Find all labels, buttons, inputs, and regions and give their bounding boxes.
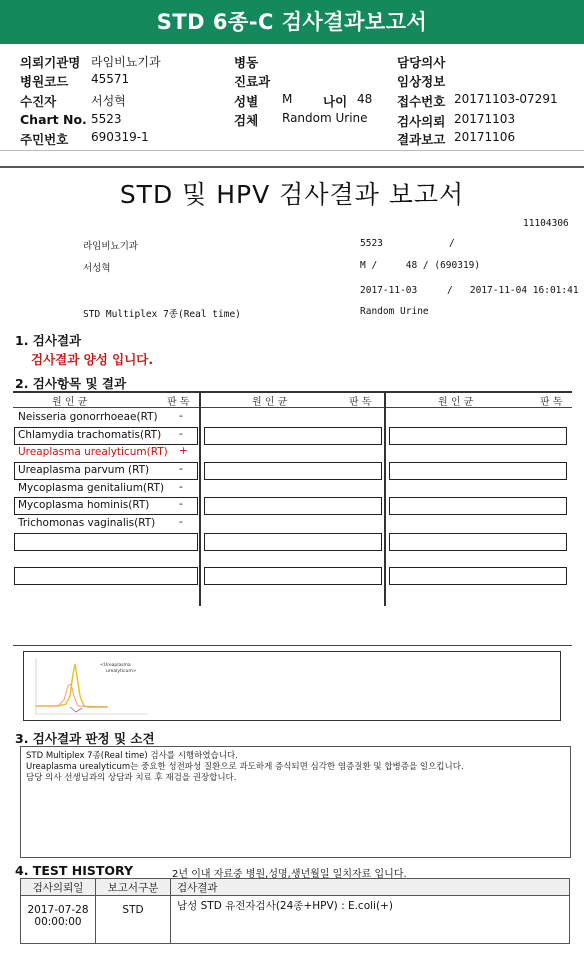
info-label-clinical: 임상정보: [397, 74, 446, 89]
result-box-empty: [389, 567, 567, 585]
result-box-empty: [389, 427, 567, 445]
column-divider: [199, 391, 201, 606]
table-header-rule: [13, 407, 572, 408]
col-header-result: 판 독: [540, 397, 563, 408]
info-label-report-date: 결과보고: [397, 132, 446, 147]
pathogen-result: -: [179, 498, 183, 510]
table-bottom-rule: [13, 645, 572, 646]
pcr-graph-frame: [23, 651, 561, 721]
info-label-resident-no: 주민번호: [20, 132, 69, 147]
report-title: STD 및 HPV 검사결과 보고서: [119, 180, 465, 209]
info-value-chart-no: 5523: [91, 112, 122, 126]
opinion-box: [20, 746, 571, 858]
section-2-title: 2. 검사항목 및 결과: [15, 376, 127, 391]
col-header-result: 판 독: [349, 397, 372, 408]
report-hospital: 라임비뇨기과: [83, 241, 139, 252]
info-value-specimen: Random Urine: [282, 111, 368, 125]
amplification-curve: [28, 654, 188, 720]
pathogen-name: Chlamydia trachomatis(RT): [18, 429, 162, 441]
opinion-line: STD Multiplex 7종(Real time) 검사를 시행하였습니다.: [26, 751, 238, 761]
info-label-request-date: 검사의뢰: [397, 114, 446, 129]
info-value-patient: 서성혁: [91, 94, 126, 108]
info-value-resident-no: 690319-1: [91, 130, 149, 144]
report-specimen: Random Urine: [360, 306, 429, 317]
pathogen-result: -: [179, 516, 183, 528]
history-date: 2017-07-28: [27, 904, 89, 916]
graph-legend-line2: urealyticum>: [106, 669, 137, 674]
col-header-pathogen: 원 인 균: [52, 397, 88, 408]
info-label-patient: 수진자: [20, 94, 57, 109]
result-box-empty: [204, 567, 382, 585]
table-row: [21, 896, 570, 944]
pathogen-name-positive: Ureaplasma urealyticum(RT): [18, 446, 168, 458]
opinion-line: 담당 의사 선생님과의 상담과 치료 후 재검을 권장합니다.: [26, 773, 237, 783]
result-box-empty: [389, 497, 567, 515]
history-col-result: 검사결과: [171, 879, 570, 896]
section-4-title: 4. TEST HISTORY: [15, 863, 134, 878]
opinion-text: [26, 751, 464, 784]
info-label-chart-no: Chart No.: [20, 112, 87, 127]
result-box-empty: [389, 533, 567, 551]
info-label-age: 나이: [323, 94, 348, 109]
col-header-pathogen: 원 인 균: [438, 397, 474, 408]
info-label-department: 진료과: [234, 74, 271, 89]
history-col-type: 보고서구분: [96, 879, 171, 896]
report-chart-slash: /: [449, 238, 455, 249]
info-value-sex: M: [282, 92, 293, 106]
pathogen-result: -: [179, 428, 183, 440]
col-header-result: 판 독: [167, 397, 190, 408]
pathogen-result: -: [179, 410, 183, 422]
info-value-institution: 라임비뇨기과: [91, 55, 161, 69]
info-label-ward: 병동: [234, 55, 259, 70]
report-name: 서성혁: [83, 263, 111, 274]
info-value-report-date: 20171106: [454, 130, 516, 144]
report-header-title: STD 6종-C 검사결과보고서: [0, 0, 584, 44]
pathogen-name: Mycoplasma genitalium(RT): [18, 482, 165, 494]
history-type: STD: [96, 896, 171, 944]
info-label-institution: 의뢰기관명: [20, 55, 81, 70]
pathogen-name: Ureaplasma parvum (RT): [18, 464, 150, 476]
info-label-hospital-code: 병원코드: [20, 74, 69, 89]
report-date-received: 2017-11-03: [360, 285, 418, 296]
info-label-specimen: 검체: [234, 113, 259, 128]
info-label-doctor: 담당의사: [397, 55, 446, 70]
graph-legend-line1: <Ureaplasma: [100, 663, 131, 668]
info-value-receipt-no: 20171103-07291: [454, 92, 558, 106]
report-top-rule: [0, 166, 584, 168]
info-value-request-date: 20171103: [454, 112, 516, 126]
report-code: 11104306: [523, 218, 569, 229]
result-box-empty: [204, 533, 382, 551]
pathogen-result-positive: +: [179, 445, 188, 457]
col-header-pathogen: 원 인 균: [252, 397, 288, 408]
report-sex-age: M / 48 / (690319): [360, 260, 481, 271]
report-chart: 5523: [360, 238, 383, 249]
report-test-name: STD Multiplex 7종(Real time): [83, 309, 241, 320]
pathogen-name: Neisseria gonorrhoeae(RT): [18, 411, 158, 423]
history-note: 2년 이내 자료중 병원,성명,생년월일 일치자료 입니다.: [172, 869, 407, 880]
history-date-cell: [21, 896, 96, 944]
result-box-empty: [204, 427, 382, 445]
history-col-date: 검사의뢰일: [21, 879, 96, 896]
section-3-title: 3. 검사결과 판정 및 소견: [15, 731, 155, 746]
result-box-empty: [14, 567, 198, 585]
history-table: [20, 878, 570, 944]
section-1-title: 1. 검사결과: [15, 333, 82, 348]
info-label-sex: 성별: [234, 94, 259, 109]
column-divider: [384, 391, 386, 606]
pathogen-result: -: [179, 481, 183, 493]
result-box-empty: [14, 533, 198, 551]
opinion-line: Ureaplasma urealyticum는 중요한 성전파성 질환으로 과도하게 증식되면 심각한 염증질환 및 합병증을 일으킵니다.: [26, 762, 464, 772]
info-label-receipt-no: 접수번호: [397, 94, 446, 109]
result-box-empty: [389, 462, 567, 480]
history-time: 00:00:00: [34, 916, 82, 928]
result-box-empty: [204, 462, 382, 480]
history-result: 남성 STD 유전자검사(24종+HPV) : E.coli(+): [171, 896, 570, 944]
info-value-age: 48: [357, 92, 373, 106]
result-box-empty: [204, 497, 382, 515]
pathogen-result: -: [179, 463, 183, 475]
divider: [0, 150, 584, 151]
result-summary: 검사결과 양성 입니다.: [31, 352, 154, 367]
report-date-reported: / 2017-11-04 16:01:41: [447, 285, 579, 296]
table-top-rule: [13, 391, 572, 393]
pathogen-name: Mycoplasma hominis(RT): [18, 499, 150, 511]
info-value-hospital-code: 45571: [91, 72, 130, 86]
pathogen-name: Trichomonas vaginalis(RT): [18, 517, 156, 529]
